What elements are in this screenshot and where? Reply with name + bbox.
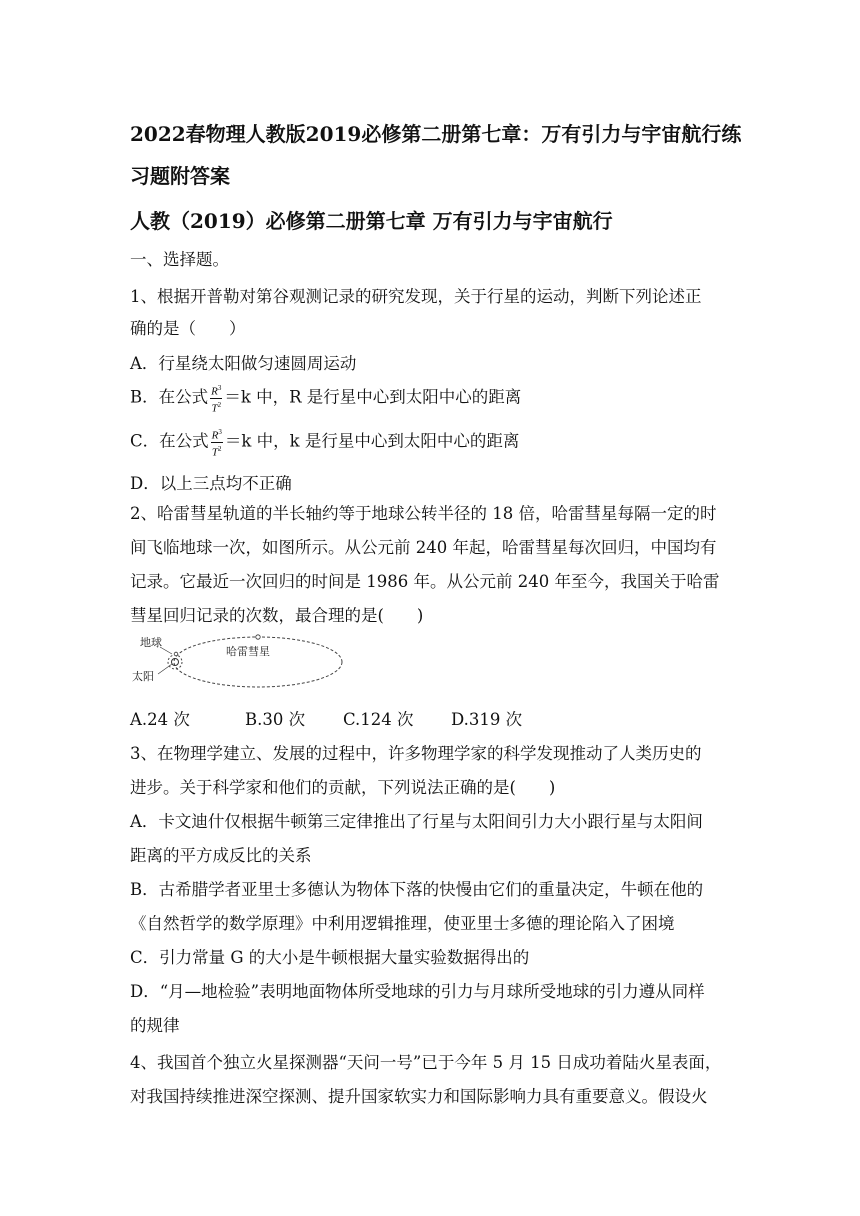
q1-option-b-suffix: ＝k 中，R 是行星中心到太阳中心的距离	[224, 387, 522, 407]
q2-stem-line-1: 2、哈雷彗星轨道的半长轴约等于地球公转半径的 18 倍，哈雷彗星每隔一定的时	[130, 504, 717, 523]
q3-stem-line-1: 3、在物理学建立、发展的过程中，许多物理学家的科学发现推动了人类历史的	[130, 744, 702, 763]
q4-stem-line-1: 4、我国首个独立火星探测器“天问一号”已于今年 5 月 15 日成功着陆火星表面，	[130, 1053, 722, 1072]
q3-option-c: C．引力常量 G 的大小是牛顿根据大量实验数据得出的	[130, 948, 530, 967]
sun-label-leader	[158, 664, 172, 674]
q1-option-c-prefix: C．在公式	[130, 431, 209, 451]
denominator-exponent: 2	[217, 400, 222, 409]
q3-option-a-line-1: A．卡文迪什仅根据牛顿第三定律推出了行星与太阳间引力大小跟行星与太阳间	[130, 812, 703, 831]
document-subtitle: 人教（2019）必修第二册第七章 万有引力与宇宙航行	[130, 209, 613, 233]
comet-label: 哈雷彗星	[226, 645, 270, 658]
earth-label: 地球	[140, 636, 162, 649]
denominator-exponent: 2	[218, 444, 222, 453]
numerator-exponent: 3	[218, 428, 222, 436]
fraction-numerator: R	[211, 429, 219, 442]
sun-label: 太阳	[132, 670, 154, 683]
q2-options	[130, 706, 522, 730]
comet-icon	[256, 635, 260, 639]
q2-stem-line-2: 间飞临地球一次，如图所示。从公元前 240 年起，哈雷彗星每次回归，中国均有	[130, 538, 717, 557]
fraction-denominator: T	[211, 402, 218, 415]
q1-option-b	[130, 382, 521, 414]
q4-stem-line-2: 对我国持续推进深空探测、提升国家软实力和国际影响力具有重要意义。假设火	[130, 1087, 708, 1106]
sun-icon	[172, 659, 179, 666]
q3-option-d-line-1: D．“月—地检验”表明地面物体所受地球的引力与月球所受地球的引力遵从同样	[130, 982, 705, 1001]
q3-option-b-line-1: B．古希腊学者亚里士多德认为物体下落的快慢由它们的重量决定，牛顿在他的	[130, 880, 704, 899]
q2-stem-line-3: 记录。它最近一次回归的时间是 1986 年。从公元前 240 年至今，我国关于哈雷	[130, 572, 720, 591]
earth-orbit-circle	[168, 655, 182, 669]
comet-orbit-diagram	[128, 630, 348, 690]
document-title-line-2: 习题附答案	[130, 164, 230, 188]
document-title-line-1: 2022春物理人教版2019必修第二册第七章：万有引力与宇宙航行练	[130, 122, 742, 146]
q2-option-c: C.124 次	[343, 710, 414, 729]
q1-stem-line-2: 确的是（ ）	[130, 319, 246, 338]
q2-option-b: B.30 次	[245, 710, 306, 729]
q3-option-d-line-2: 的规律	[130, 1016, 180, 1035]
earth-icon	[174, 652, 178, 656]
q3-option-a-line-2: 距离的平方成反比的关系	[130, 846, 312, 865]
section-heading: 一、选择题。	[130, 250, 229, 269]
q3-stem-line-2: 进步。关于科学家和他们的贡献，下列说法正确的是( )	[130, 778, 556, 797]
q1-option-a: A．行星绕太阳做匀速圆周运动	[130, 354, 357, 373]
kepler-fraction	[211, 426, 223, 458]
numerator-exponent: 3	[217, 384, 222, 392]
q2-option-d: D.319 次	[451, 710, 523, 729]
q3-option-b-line-2: 《自然哲学的数学原理》中利用逻辑推理，使亚里士多德的理论陷入了困境	[130, 914, 675, 933]
fraction-denominator: T	[211, 446, 219, 459]
q2-stem-line-4: 彗星回归记录的次数，最合理的是( )	[130, 606, 424, 625]
q1-option-c	[130, 426, 519, 458]
q1-option-c-suffix: ＝k 中，k 是行星中心到太阳中心的距离	[224, 431, 520, 451]
q1-option-d: D．以上三点均不正确	[130, 474, 292, 493]
q2-option-a: A.24 次	[130, 710, 190, 729]
q1-option-b-prefix: B．在公式	[130, 387, 209, 407]
fraction-numerator: R	[211, 385, 218, 398]
q1-stem-line-1: 1、根据开普勒对第谷观测记录的研究发现，关于行星的运动，判断下列论述正	[130, 287, 702, 306]
kepler-fraction	[210, 382, 222, 414]
